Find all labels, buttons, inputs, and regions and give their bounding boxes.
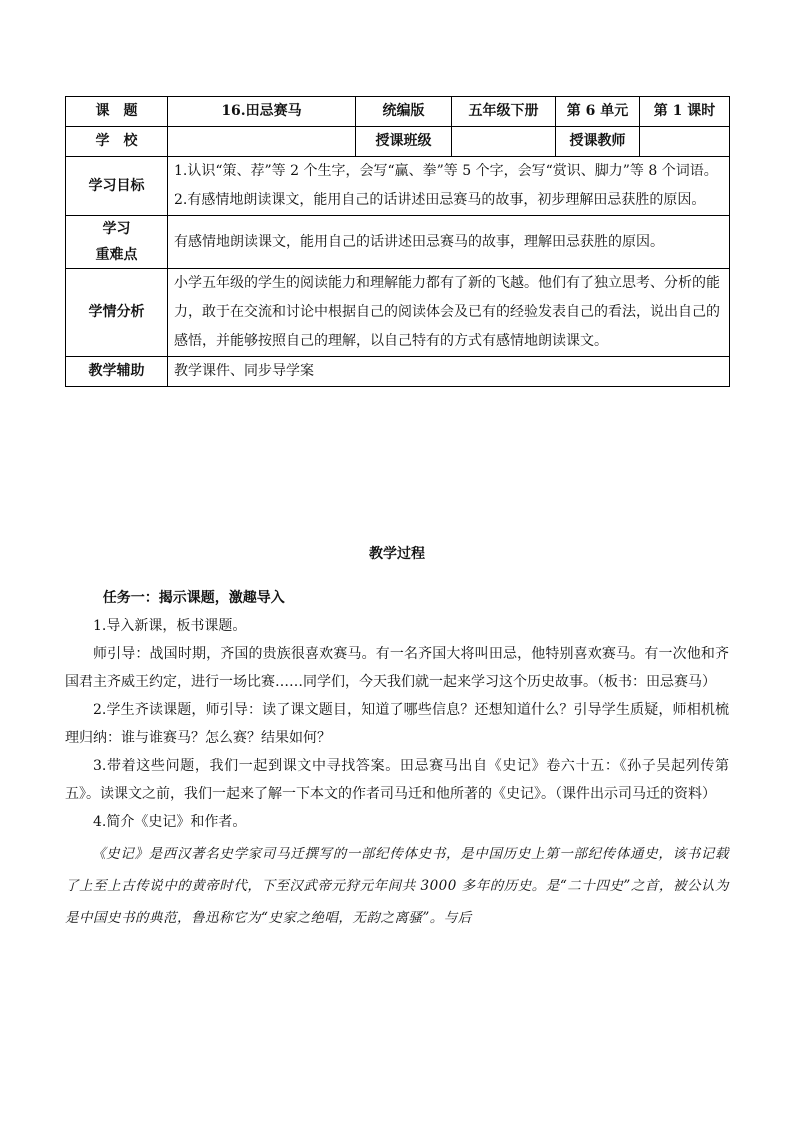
goals-row xyxy=(66,157,730,216)
goal-item-2: 2.有感情地朗读课文，能用自己的话讲述田忌赛马的故事，初步理解田忌获胜的原因。 xyxy=(174,192,706,208)
class-label: 授课班级 xyxy=(356,127,452,157)
goals-content xyxy=(168,157,730,216)
school-row xyxy=(66,127,730,157)
process-paragraph-1: 1.导入新课，板书课题。 xyxy=(93,618,247,634)
aids-row xyxy=(66,357,730,387)
process-paragraph-4: 3.带着这些问题，我们一起到课文中寻找答案。田忌赛马出自《史记》卷六十五：《孙子吴起列传第五》。读课文之前，我们一起来了解一下本文的作者司马迁和他所著的《史记》。（课件出示司马迁的资料） xyxy=(65,758,729,802)
process-paragraph-3: 2.学生齐读课题，师引导：读了课文题目，知道了哪些信息？还想知道什么？引导学生质疑，师相机梳理归纳：谁与谁赛马？怎么赛？结果如何？ xyxy=(65,702,729,746)
goal-item-1: 1.认识“策、荐”等 2 个生字，会写“赢、拳”等 5 个字，会写“赏识、脚力”等 8 个词语。 xyxy=(174,163,718,179)
teaching-process xyxy=(65,540,729,934)
school-value xyxy=(168,127,356,157)
aids-content: 教学课件、同步导学案 xyxy=(168,357,730,387)
lesson-label: 课 题 xyxy=(66,97,168,127)
key-points-label-line2: 重难点 xyxy=(95,247,138,263)
analysis-content: 小学五年级的学生的阅读能力和理解能力都有了新的飞越。他们有了独立思考、分析的能力，敢于在交流和讨论中根据自己的阅读体会及已有的经验发表自己的看法，说出自己的感悟，并能够按照自己的理解，以自己特有的方式有感情地朗读课文。 xyxy=(168,269,730,357)
process-heading: 教学过程 xyxy=(369,546,425,562)
lesson-info-table xyxy=(65,96,730,387)
key-points-content: 有感情地朗读课文，能用自己的话讲述田忌赛马的故事，理解田忌获胜的原因。 xyxy=(168,216,730,269)
aids-label: 教学辅助 xyxy=(66,357,168,387)
lesson-title-row xyxy=(66,97,730,127)
class-value xyxy=(452,127,556,157)
key-points-label-line1: 学习 xyxy=(102,221,131,237)
key-points-row xyxy=(66,216,730,269)
process-paragraph-2: 师引导：战国时期，齐国的贵族很喜欢赛马。有一名齐国大将叫田忌，他特别喜欢赛马。有一次他和齐国君主齐威王约定，进行一场比赛……同学们，今天我们就一起来学习这个历史故事。（板书：田忌赛马） xyxy=(65,646,729,690)
unit: 第 6 单元 xyxy=(556,97,640,127)
grade: 五年级下册 xyxy=(452,97,556,127)
edition: 统编版 xyxy=(356,97,452,127)
period: 第 1 课时 xyxy=(640,97,730,127)
analysis-row xyxy=(66,269,730,357)
process-paragraph-5: 4.简介《史记》和作者。 xyxy=(93,814,247,830)
task-one-heading: 任务一：揭示课题，激趣导入 xyxy=(102,590,285,606)
teacher-label: 授课教师 xyxy=(556,127,640,157)
goals-label: 学习目标 xyxy=(66,157,168,216)
lesson-title: 16.田忌赛马 xyxy=(168,97,356,127)
school-label: 学 校 xyxy=(66,127,168,157)
teacher-value xyxy=(640,127,730,157)
shiji-intro-quote: 《史记》是西汉著名史学家司马迁撰写的一部纪传体史书，是中国历史上第一部纪传体通史，该书记载了上至上古传说中的黄帝时代，下至汉武帝元狩元年间共 3000 多年的历史。是“二十四史”之首，被公认为是中国史书的典范，鲁迅称它为“史家之绝唱，无韵之离骚”。与后 xyxy=(65,846,729,926)
key-points-label xyxy=(66,216,168,269)
analysis-label: 学情分析 xyxy=(66,269,168,357)
